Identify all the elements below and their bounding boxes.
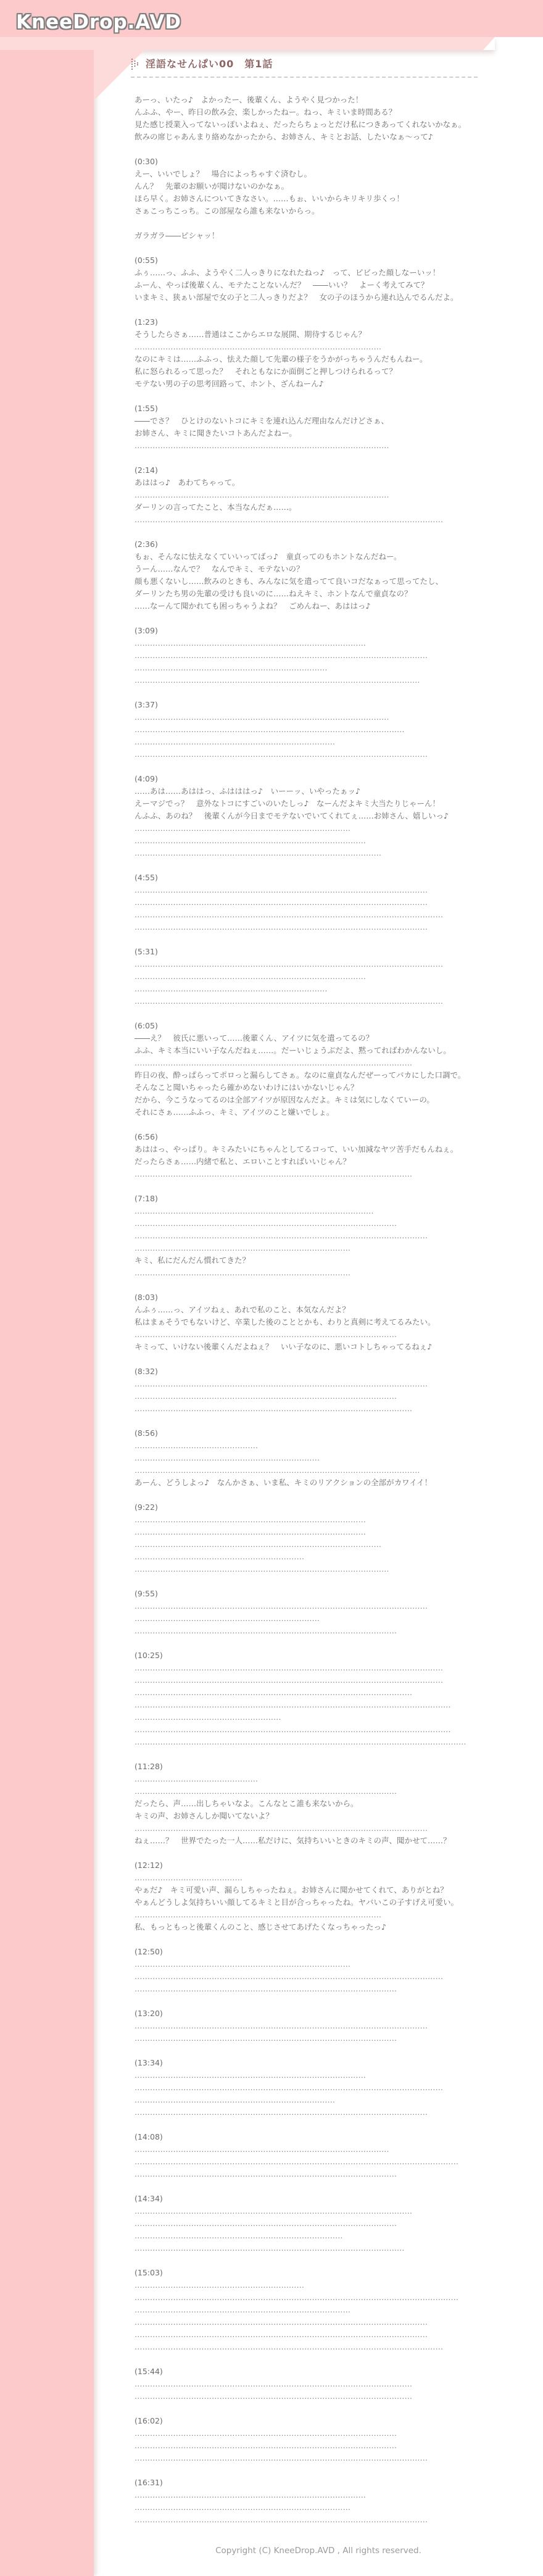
transcript-block [135, 1761, 536, 1847]
timestamp: (13:20) [135, 2009, 163, 2018]
dialogue-line: お姉さん、キミに聞きたいコトあんだよねー。 [135, 428, 297, 438]
dialogue-line: …………………………………………………………………………………… [135, 1910, 381, 1919]
dialogue-line: ………………………………………………………………………………………… [135, 2033, 397, 2043]
dialogue-line: ……………………………………………………………………………………………… [135, 2206, 412, 2215]
dialogue-line: ……………………………………………………………… [135, 1453, 320, 1462]
transcript-block [135, 1020, 536, 1119]
timestamp: (10:25) [135, 1651, 163, 1660]
dialogue-line: あははっ、やっぱり。キミみたいにちゃんとしてるコって、いい加減なヤツ苦手だもんねぇ。 [135, 1144, 458, 1154]
dialogue-line: …………………………………………………………………………………………………… [135, 2453, 428, 2462]
transcript-block [135, 1649, 536, 1748]
dialogue-line: ……………………………………………………………………………… [135, 2070, 366, 2080]
transcript-block [135, 1193, 536, 1279]
dialogue-line: ……………………………………………………………… [135, 1614, 320, 1623]
transcript-block [135, 1291, 536, 1353]
dialogue-line: ……………………………………………………………………………………………………………… [135, 2157, 458, 2166]
dialogue-line: …………………………………………………………………………………………………… [135, 1379, 428, 1388]
dialogue-line: ……………………………………………………………………………………… [135, 2145, 389, 2154]
transcript-block [135, 156, 536, 217]
dialogue-line: ………………………………………………………………………… [135, 1268, 350, 1277]
timestamp: (15:03) [135, 2268, 163, 2277]
dialogue-line: ねぇ……？ 世界でたった一人……私だけに、気持ちいいときのキミの声、聞かせて……？ [135, 1836, 451, 1845]
transcript-block [135, 773, 536, 859]
sub-header-band [0, 37, 495, 50]
timestamp: (4:09) [135, 774, 158, 783]
dialogue-line: …………………………………………………………………………………… [135, 342, 381, 351]
dialogue-line: ………………………………………………………………………………………… [135, 2169, 397, 2178]
transcript-block [135, 2415, 536, 2464]
transcript-block [135, 2057, 536, 2119]
dialogue-line: ………………………………………………………………………………………… [135, 1786, 397, 1796]
transcript-block [135, 1859, 536, 1933]
timestamp: (1:55) [135, 404, 158, 413]
timestamp: (11:28) [135, 1762, 163, 1771]
dialogue-line: ……………………………………………………………………… [135, 2231, 343, 2240]
timestamp: (1:23) [135, 317, 158, 327]
dialogue-line: …………………………………………………………………………………………………… [135, 1824, 428, 1833]
timestamp: (0:30) [135, 157, 158, 166]
transcript-block [135, 254, 536, 304]
dialogue-line: ………………………………………………… [135, 1712, 281, 1722]
transcript-block [135, 2193, 536, 2254]
transcript-block [135, 316, 536, 390]
dialogue-line: ……………………………………………………………………………… [135, 972, 366, 981]
left-sidebar-decoration [0, 0, 94, 2576]
transcript [135, 94, 536, 2538]
timestamp: (15:44) [135, 2367, 163, 2376]
dialogue-line: ……………………………………………………………………………………… [135, 441, 389, 450]
timestamp: (13:34) [135, 2058, 163, 2067]
dialogue-line: ダーリンの言ってたこと、本当なんだぁ……。 [135, 502, 297, 512]
transcript-block [135, 1365, 536, 1415]
dialogue-line: 私に怒られるって思った？ それともなにか面倒ごと押しつけられるって？ [135, 367, 397, 376]
dialogue-line: だから、今こうなってるのは全部アイツが原因なんだよ。キミは気にしなくていーの。 [135, 1095, 434, 1104]
transcript-block [135, 464, 536, 526]
dialogue-line: ………………………………………………………………………………………… [135, 1626, 397, 1635]
dialogue-line: あははっ♪ あわてちゃって。 [135, 478, 240, 487]
dialogue-line: 飲みの席じゃあんまり絡めなかったから、お姉さん、キミとお話、したいなぁ～って♪ [135, 132, 433, 141]
timestamp: (8:03) [135, 1293, 158, 1302]
dialogue-line: ……………………………………………………………………………… [135, 2490, 366, 2499]
timestamp: (2:14) [135, 465, 158, 475]
timestamp: (9:55) [135, 1589, 158, 1598]
dialogue-line: ――え？ 彼氏に悪いって……後輩くん、アイツに気を遣ってるの？ [135, 1033, 374, 1043]
dialogue-line: ふふ、キミ本当にいい子なんだねぇ……。だーいじょうぶだよ、黙ってればわかんないし。 [135, 1046, 451, 1055]
dialogue-line: …………………………………………………………………………………………… [135, 725, 405, 734]
dialogue-line: 私はまぁそうでもないけど、卒業した後のこととかも、わりと真剣に考えてるみたい。 [135, 1317, 436, 1327]
dialogue-line: そうしたらさぁ……普通はここからエロな展開、期待するじゃん？ [135, 330, 367, 339]
dialogue-line: あーっ、いたっ♪ よかったー、後輩くん、ようやく見つかった！ [135, 95, 363, 104]
dialogue-line: ………………………………………………………………………………………………………… [135, 910, 443, 919]
timestamp: (5:31) [135, 947, 158, 956]
transcript-block [135, 625, 536, 686]
article-header [131, 57, 478, 78]
dialogue-line: ………………………………………………………………………………………………………… [135, 2083, 443, 2092]
dialogue-line: ………………………………………………………………………………………………………… [135, 996, 443, 1006]
timestamp: (16:02) [135, 2416, 163, 2425]
dialogue-line: んふふ、あのね？ 後輩くんが今日までモテないでいてくれてぇ……お姉さん、嬉しいっ♪ [135, 811, 449, 820]
dialogue-line: ………………………………………………………………… [135, 984, 328, 993]
dialogue-line: ふぅ……っ、ふふ、ようやく二人っきりになれたねっ♪ って、ビビった顔しなーいッ！ [135, 268, 441, 277]
timestamp: (3:09) [135, 626, 158, 635]
transcript-block [135, 230, 536, 242]
dialogue-line: …………………………………………………………………………………………………… [135, 1231, 428, 1240]
dialogue-line: さぁこっちこっち。この部屋なら誰も来ないからっ。 [135, 206, 320, 215]
transcript-block [135, 402, 536, 452]
dialogue-line: …………………………………………………………………………………………………… [135, 651, 428, 660]
timestamp: (14:08) [135, 2132, 163, 2141]
transcript-block [135, 2131, 536, 2180]
transcript-block [135, 94, 536, 143]
dialogue-line: それにさぁ……ふふっ、キミ、アイツのこと嫌いでしょ。 [135, 1107, 334, 1117]
dialogue-line: そんなこと聞いちゃったら確かめないわけにはいかないじゃん？ [135, 1083, 359, 1092]
dialogue-line: ………………………………………………………………………………………………………… [135, 2342, 443, 2351]
timestamp: (3:37) [135, 700, 158, 709]
dialogue-line: …………………………………………………………………………………………………… [135, 2515, 428, 2524]
timestamp: (6:05) [135, 1021, 158, 1030]
dialogue-line: ……………………………………………………………………………………………………………… [135, 2293, 458, 2302]
dialogue-line: ……………………………………………………………………………………………… [135, 1688, 412, 1697]
dialogue-line: ………………………………………… [135, 1441, 258, 1450]
dialogue-line: ………………………………………………………………………………………………… [135, 1465, 420, 1475]
dialogue-line: ……あは……あははっ、ふはははっ♪ いーーッ、いやったぁッ♪ [135, 786, 360, 796]
dialogue-line: ………………………………………………………………… [135, 663, 328, 672]
dialogue-line: ……………………………………………………………………………… [135, 638, 366, 648]
dialogue-line: ………………………………………………………………………… [135, 1959, 350, 1969]
dialogue-line: ………………………………………………………………………… [135, 2503, 350, 2512]
dialogue-line: ………………………………………………………………………………………… [135, 2219, 397, 2228]
copyright-footer: Copyright (C) KneeDrop.AVD , All rights reserved. [215, 2546, 421, 2556]
transcript-block [135, 1588, 536, 1637]
dialogue-line: ……………………………………………………………………………………………… [135, 1058, 412, 1067]
title-underline [131, 77, 478, 78]
dialogue-line: ………………………………………………………………………………………… [135, 1219, 397, 1228]
transcript-block [135, 2007, 536, 2045]
dialogue-line: えーマジでっ？ 意外なトコにすごいのいたしっ♪ なーんだよキミ大当たりじゃーん！ [135, 799, 440, 808]
dialogue-line: ………………………………………………………………………………………… [135, 1984, 397, 1993]
transcript-block [135, 538, 536, 612]
dialogue-line: 私、もっともっと後輩くんのこと、感じさせてあげたくなっちゃったっ♪ [135, 1922, 386, 1932]
dialogue-line: ………………………………………………………… [135, 2280, 304, 2290]
dialogue-line: …………………………………………………………………………………………………… [135, 885, 428, 894]
timestamp: (12:12) [135, 1861, 163, 1870]
transcript-block [135, 2477, 536, 2526]
dialogue-line: …………………………………………………………………………………………………… [135, 2330, 428, 2339]
dialogue-line: モテない男の子の思考回路って、ホント、ざんねーん♪ [135, 379, 324, 388]
dialogue-line: …………………………………………………………………………………………………… [135, 2021, 428, 2030]
dialogue-line: ………………………………………………………………………… [135, 1243, 350, 1253]
dialogue-line: …………………………………………………………………………………………………… [135, 2107, 428, 2117]
dialogue-line: うーん……なんで？ なんでキミ、モテないの？ [135, 564, 304, 573]
timestamp: (16:31) [135, 2478, 163, 2487]
timestamp: (6:56) [135, 1132, 158, 1141]
transcript-block [135, 1501, 536, 1575]
dialogue-line: ……なーんて聞かれても困っちゃうよね？ ごめんねー、あははっ♪ [135, 601, 371, 611]
dialogue-line: いまキミ、狭ぁい部屋で女の子と二人っきりだよ？ 女の子のほうから連れ込んでるんだよ。 [135, 293, 458, 302]
dialogue-line: キミの声、お姉さんしか聞いてないよ？ [135, 1811, 274, 1820]
title-marker-icon [131, 57, 139, 71]
dialogue-line: なのにキミは……ふふっ、怯えた顔して先輩の様子をうかがっちゃうんだもんねー。 [135, 354, 428, 364]
dialogue-line: だったら、声……出しちゃいなよ。こんなとこ誰も来ないから。 [135, 1799, 359, 1808]
dialogue-line: ………………………………………………………………………………………………………… [135, 1675, 443, 1685]
dialogue-line: ………………………………………………………………………………………………………… [135, 1663, 443, 1672]
dialogue-line: 顔も悪くないし……飲みのときも、みんなに気を遣ってて良いコだなぁって思ってたし、 [135, 577, 444, 586]
dialogue-line: ……………………………………………………………………………………… [135, 1564, 389, 1574]
dialogue-line: だったらさぁ……内緒で私と、エロいことすればいいじゃん？ [135, 1157, 351, 1166]
timestamp: (8:56) [135, 1428, 158, 1438]
site-logo[interactable]: KneeDrop.AVD [16, 11, 182, 33]
dialogue-line: …………………………………………………………………………………………………………… [135, 1700, 451, 1709]
dialogue-line: んふぅ……っ、アイツねぇ、あれで私のこと、本気なんだよ？ [135, 1305, 350, 1314]
dialogue-line: …………………………………………………………………………………… [135, 1540, 381, 1549]
dialogue-line: あーん、どうしよっ♪ なんかさぁ、いま私、キミのリアクションの全部がカワイイ！ [135, 1478, 433, 1487]
transcript-block [135, 946, 536, 1007]
dialogue-line: キミって、いけない後輩くんだよねぇ？ いい子なのに、悪いコトしちゃってるねぇ♪ [135, 1342, 433, 1351]
timestamp: (2:36) [135, 540, 158, 549]
timestamp: (12:50) [135, 1947, 163, 1956]
dialogue-line: ………………………………………………………………………… [135, 823, 350, 833]
timestamp: (8:32) [135, 1367, 158, 1376]
dialogue-line: んふふ、やー、昨日の飲み会、楽しかったねー。ねっ、キミいま時間ある？ [135, 107, 397, 117]
dialogue-line: …………………………………………………………………………………………………… [135, 1601, 428, 1611]
dialogue-line: …………………………………………………………………………………… [135, 848, 381, 857]
dialogue-line: ………………………………………………………… [135, 1552, 304, 1561]
dialogue-line: …………………………………………………………………………………………………… [135, 2317, 428, 2327]
dialogue-line: ……………………………………………………………………………… [135, 1527, 366, 1536]
dialogue-line: ………………………………………… [135, 1774, 258, 1783]
dialogue-line: ダーリンたち男の先輩の受けも良いのに……ねえキミ、ホントなんで童貞なの？ [135, 589, 412, 598]
transcript-block [135, 1427, 536, 1489]
timestamp: (14:34) [135, 2194, 163, 2203]
dialogue-line: ………………………………………………………………………………………………………… [135, 515, 443, 524]
dialogue-line: ほら早く。お姉さんについてきなさい。……もぉ、いいからキリキリ歩くっ！ [135, 194, 404, 203]
dialogue-line: ……………………………………………………………………………………………… [135, 1169, 412, 1178]
dialogue-line: ふーん、やっぱ後輩くん、モテたことないんだ？ ――いい？ よーく考えてみて？ [135, 280, 429, 290]
page-title: 淫語なせんぱい00 第1話 [146, 58, 273, 70]
transcript-block [135, 1946, 536, 1995]
dialogue-line: 見た感じ授業入ってないっぽいよねぇ、だったらちょっとだけ私につきあってくれないかなぁ。 [135, 120, 466, 129]
dialogue-line: ………………………………………………………………………………………………………… [135, 1972, 443, 1981]
dialogue-line: んん？ 先輩のお願いが聞けないのかなぁ。 [135, 181, 289, 191]
dialogue-line: …………………………………… [135, 1873, 242, 1882]
dialogue-line: ……………………………………………………………………………… [135, 1515, 366, 1524]
transcript-block [135, 699, 536, 761]
timestamp: (4:55) [135, 873, 158, 882]
dialogue-line: ――でさ？ ひとけのないトコにキミを連れ込んだ理由なんだけどさぁ、 [135, 416, 389, 425]
transcript-block [135, 2267, 536, 2353]
dialogue-line: もぉ、そんなに怯えなくていいってばっ♪ 童貞ってのもホントなんだねー。 [135, 552, 402, 561]
dialogue-line: ……………………………………………………………………………………………… [135, 2391, 412, 2401]
dialogue-line: やぁだ♪ キミ可愛い声、漏らしちゃったねぇ。お姉さんに聞かせてくれて、ありがとね？ [135, 1885, 448, 1894]
dialogue-line: ……………………………………………………………………………… [135, 836, 366, 845]
dialogue-line: えー、いいでしょ？ 場合によっちゃすぐ済むし。 [135, 169, 312, 178]
timestamp: (9:22) [135, 1503, 158, 1512]
dialogue-line: …………………………………………………………………………………………………… [135, 898, 428, 907]
timestamp: (7:18) [135, 1194, 158, 1203]
dialogue-line: ………………………………………………………………………………………………… [135, 675, 420, 685]
dialogue-line: ……………………………………………………………………………………………… [135, 1404, 412, 1413]
timestamp: (0:55) [135, 256, 158, 265]
dialogue-line: …………………………………………………………………… [135, 2095, 335, 2104]
dialogue-line: 昨日の夜、酔っぱらってポロっと漏らしてさぁ。なのに童貞なんだぜーってバカにした口調で。 [135, 1070, 466, 1080]
dialogue-line: キミ、私にだんだん慣れてきた？ [135, 1256, 251, 1265]
dialogue-line: …………………………………………………………………………………………………… [135, 749, 428, 759]
dialogue-line: ………………………………………………………………………………………… [135, 1391, 397, 1401]
dialogue-line: …………………………………………………………………………………………………………… [135, 1725, 451, 1734]
dialogue-line: ………………………………………………………………………………………… [135, 1330, 397, 1339]
transcript-block [135, 1131, 536, 1180]
transcript-block [135, 872, 536, 933]
dialogue-line: ガラガラ――ピシャッ！ [135, 231, 220, 240]
dialogue-line: ………………………………………………………………………… [135, 2305, 350, 2314]
dialogue-line: …………………………………………………………………………………………… [135, 2243, 405, 2253]
dialogue-line: ……………………………………………………………………………………… [135, 712, 389, 722]
dialogue-line: …………………………………………………………………………………………………… [135, 922, 428, 932]
dialogue-line: やぁんどうしよ気持ちいい顔してるキミと目が合っちゃったね。ヤバいこの子すげえ可愛い。 [135, 1898, 459, 1907]
dialogue-line: …………………………………………………………………… [135, 737, 335, 746]
dialogue-line: ………………………………………………………………………………………… [135, 2441, 397, 2450]
dialogue-line: ………………………………………………………………………………………………………………… [135, 1737, 466, 1746]
dialogue-line: ………………………………………………………………………………………………………… [135, 959, 443, 969]
transcript-block [135, 2366, 536, 2403]
dialogue-line: ……………………………………………………………………………………………… [135, 2379, 412, 2388]
dialogue-line: ……………………………………………………………………………………… [135, 490, 389, 499]
dialogue-line: ………………………………………………………………………………… [135, 1206, 374, 1215]
dialogue-line: ………………………………………………………………………………………… [135, 2428, 397, 2438]
